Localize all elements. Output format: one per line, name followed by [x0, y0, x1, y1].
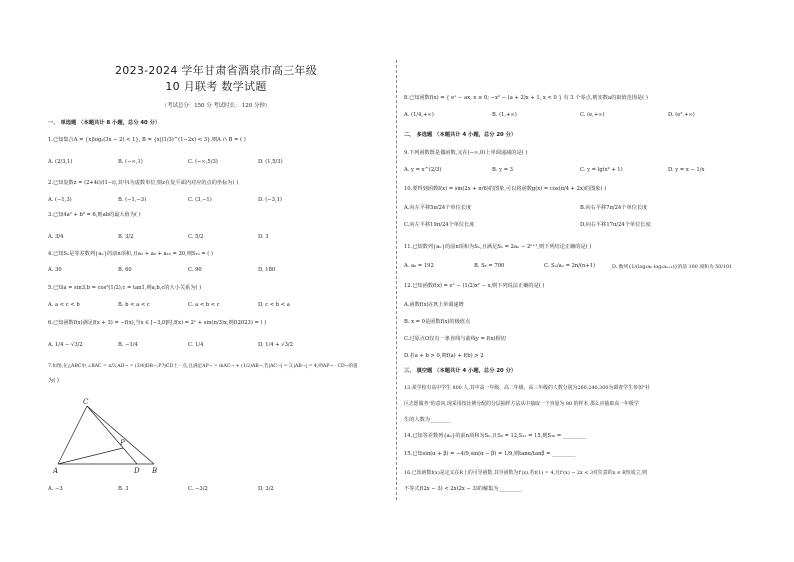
q10-option-c: C.向左平移19π/24个单位长度 — [404, 222, 475, 228]
question-10: 10.要得到函数f(x) = sin(2x + π/6)的图象,可以将函数g(x) = cos(π/4 + 2x)的图象( ) — [404, 186, 607, 192]
q12-option-d: D.若a + b > 0,则f(a) + f(b) > 2 — [404, 353, 484, 359]
q5-option-d: D. c < b < a — [258, 302, 290, 308]
q5-option-c: C. a < b < c — [188, 302, 220, 308]
q1-option-d: D. (1,5/3) — [258, 159, 283, 165]
q11-option-b: B. S₆ = 700 — [474, 263, 505, 269]
question-1: 1.已知集合A = {x|log₂(3x − 2) < 1}, B = {x|(1/3)^(1−2x) < 3},则A ∩ B = ( ) — [48, 137, 246, 143]
q11-option-d: D. 数列{1/(log₂aₙ·log₂aₙ₊₁)}的前 100 项和为 50/101 — [612, 265, 733, 270]
exam-title-line1: 2023-2024 学年甘肃省酒泉市高三年级 — [114, 64, 318, 77]
q5-option-a: A. a < c < b — [48, 302, 80, 308]
q9-option-b: B. y = 3 — [492, 167, 513, 173]
question-9: 9.下列函数既是偶函数,又在(−∞,0)上单调递减的是( ) — [404, 150, 528, 156]
segment-ac — [58, 406, 87, 464]
q10-option-d: D.向右平移17π/24个单位长度 — [580, 222, 651, 228]
question-13-line3: 生的人数为________ — [404, 417, 451, 423]
q7-option-a: A. −3 — [48, 486, 63, 492]
label-a: A — [53, 467, 59, 475]
q5-option-b: B. b < a < c — [118, 302, 150, 308]
triangle-figure — [46, 398, 166, 480]
q7-option-c: C. −3/2 — [188, 486, 208, 492]
q4-option-b: B. 60 — [118, 267, 132, 273]
q4-option-c: C. 90 — [188, 267, 202, 273]
question-8: 8.已知函数f(x) = { eˣ − ax, x ≥ 0; −x² − (a + 2)x + 1, x < 0 } 有 3 个零点,则实数a的取值范围是( ) — [404, 95, 648, 101]
q11-option-c: C. Sₙ/aₙ = 2n/(n+1) — [544, 263, 596, 269]
label-p: P — [120, 439, 125, 447]
q6-option-c: C. 1/4 — [188, 342, 204, 348]
q3-option-a: A. 3/4 — [48, 234, 64, 240]
q10-option-b: B.向右平移7π/24个单位长度 — [580, 205, 648, 211]
q4-option-d: D. 180 — [258, 267, 276, 273]
question-7-line2: 为( ) — [48, 378, 59, 384]
exam-subtitle: （考试总分：150 分 考试时长： 120 分钟） — [161, 103, 271, 109]
question-7-line1: 7.如图,在△ABC中,∠BAC = π/3,AD→ = (3/4)DB→,P为CD上一点,且满足AP→ = mAC→ + (1/2)AB→,若|AC→| = 3,|AB→| = 4,则AP→ · CD→的值 — [48, 364, 358, 369]
q8-option-d: D. (e²,+∞) — [668, 112, 695, 118]
q7-option-b: B. 3 — [118, 486, 129, 492]
exam-title-line2: 10 月联考 数学试题 — [165, 80, 267, 93]
q2-option-b: B. (−1,−3) — [118, 197, 147, 203]
question-15: 15.已知sin(α + β) = −4/9,sin(α − β) = 1/9,则tanα/tanβ = _________ — [404, 451, 576, 457]
label-d: D — [134, 467, 140, 475]
question-6: 6.已知函数f(x)满足f(x + 3) = −f(x),当x ∈ [−3,0]时,f(x) = 2ˣ + sin(π/3)x,则f(2023) = ( ) — [48, 320, 267, 326]
label-b: B — [152, 467, 158, 475]
q7-option-d: D. 3/2 — [258, 486, 274, 492]
question-14: 14.已知等差数列{aₙ}的前n项和为Sₙ,且S₈ = 12,S₁₂ = 15,则S₁₆ = _________ — [404, 433, 587, 439]
q2-option-a: A. (−1,3) — [48, 197, 72, 203]
question-13-line2: 区志愿服务"的意向,现采用按比例分配的分层抽样方法从中抽取一个容量为 80 的样本,那么应抽取高一年级学 — [404, 401, 639, 407]
q3-option-c: C. 5/2 — [188, 234, 204, 240]
section-fill-blank: 三、 填空题 （本题共计 4 小题，总分 20 分） — [404, 368, 517, 374]
q8-option-c: C. (e,+∞) — [580, 112, 605, 118]
q8-option-b: B. (1,+∞) — [492, 112, 517, 118]
q11-option-a: A. a₆ = 192 — [404, 263, 434, 269]
q12-option-b: B. x = 0是函数f(x)的极值点 — [404, 319, 471, 325]
question-13-line1: 13.某学校有高中学生 800 人,其中高一年级、高二年级、高三年级的人数分别为260,240,300为调查学生参加"社 — [404, 385, 650, 391]
q12-option-a: A.函数f(x)在R上单调递增 — [404, 302, 464, 308]
question-4: 4.已知Sₙ是等差数列{aₙ}的前n项和,且a₂ + a₆ + a₁₆ = 30,则S₁₉ = ( ) — [48, 251, 213, 257]
q6-option-b: B. −1/4 — [118, 342, 138, 348]
segment-ap — [58, 448, 123, 464]
column-divider — [396, 60, 397, 500]
question-16-line1: 16.已知函数f(x)是定义在R上的可导函数,其导函数为f'(x),若f(1) = 4,且f'(x) − 2x < 3对任意的x ∈ R恒成立,则 — [404, 470, 647, 476]
question-3: 3.已知4a² + b² = 6,则ab的最大值为( ) — [48, 212, 141, 218]
q12-option-c: C.过原点O仅有一条直线与曲线y = f(x)相切 — [404, 336, 506, 342]
label-c: C — [83, 398, 89, 406]
question-11: 11.已知数列{aₙ}的前n项和为Sₙ,且满足Sₙ = 2aₙ − 2ⁿ⁺¹,则下列结论正确的是( ) — [404, 244, 592, 250]
q3-option-d: D. 3 — [258, 234, 269, 240]
q4-option-a: A. 30 — [48, 267, 62, 273]
q2-option-d: D. (−3,1) — [258, 197, 282, 203]
question-12: 12.已知函数f(x) = eˣ − (1/2)x² − x,则下列说法正确的是( ) — [404, 283, 545, 289]
q6-option-d: D. 1/4 + √3/2 — [258, 342, 293, 348]
q9-option-d: D. y = x − 1/x — [668, 167, 705, 173]
q2-option-c: C. (3,−1) — [188, 197, 212, 203]
question-16-line2: 不等式f(2x − 3) < 2x(2x − 3)的解集为_________ — [404, 486, 522, 492]
segment-cb — [87, 406, 154, 464]
section-multi-choice: 二、 多选题 （本题共计 4 小题，总分 20 分） — [404, 132, 517, 138]
q9-option-a: A. y = x^(2/3) — [404, 167, 442, 173]
question-5: 5.已知a = sin3,b = cos²(1/2),c = tan1,则a,b,c的大小关系为( ) — [48, 285, 202, 291]
q8-option-a: A. (1/4,+∞) — [404, 112, 434, 118]
question-2: 2.已知复数z = (2+4i)/(1−i),其中i为虚数单位,则z在复平面内对应的点的坐标为( ) — [48, 180, 239, 186]
q6-option-a: A. 1/4 − √3/2 — [48, 342, 83, 348]
q9-option-c: C. y = lg(x² + 1) — [580, 167, 623, 173]
q1-option-a: A. (2/3,1) — [48, 159, 73, 165]
q1-option-c: C. (−∞,5/3) — [188, 159, 218, 165]
q1-option-b: B. (−∞,1) — [118, 159, 143, 165]
section-single-choice: 一、 单选题 （本题共计 8 小题，总分 40 分） — [48, 120, 161, 126]
q10-option-a: A.向左平移5π/24个单位长度 — [404, 205, 472, 211]
q3-option-b: B. 3/2 — [118, 234, 134, 240]
